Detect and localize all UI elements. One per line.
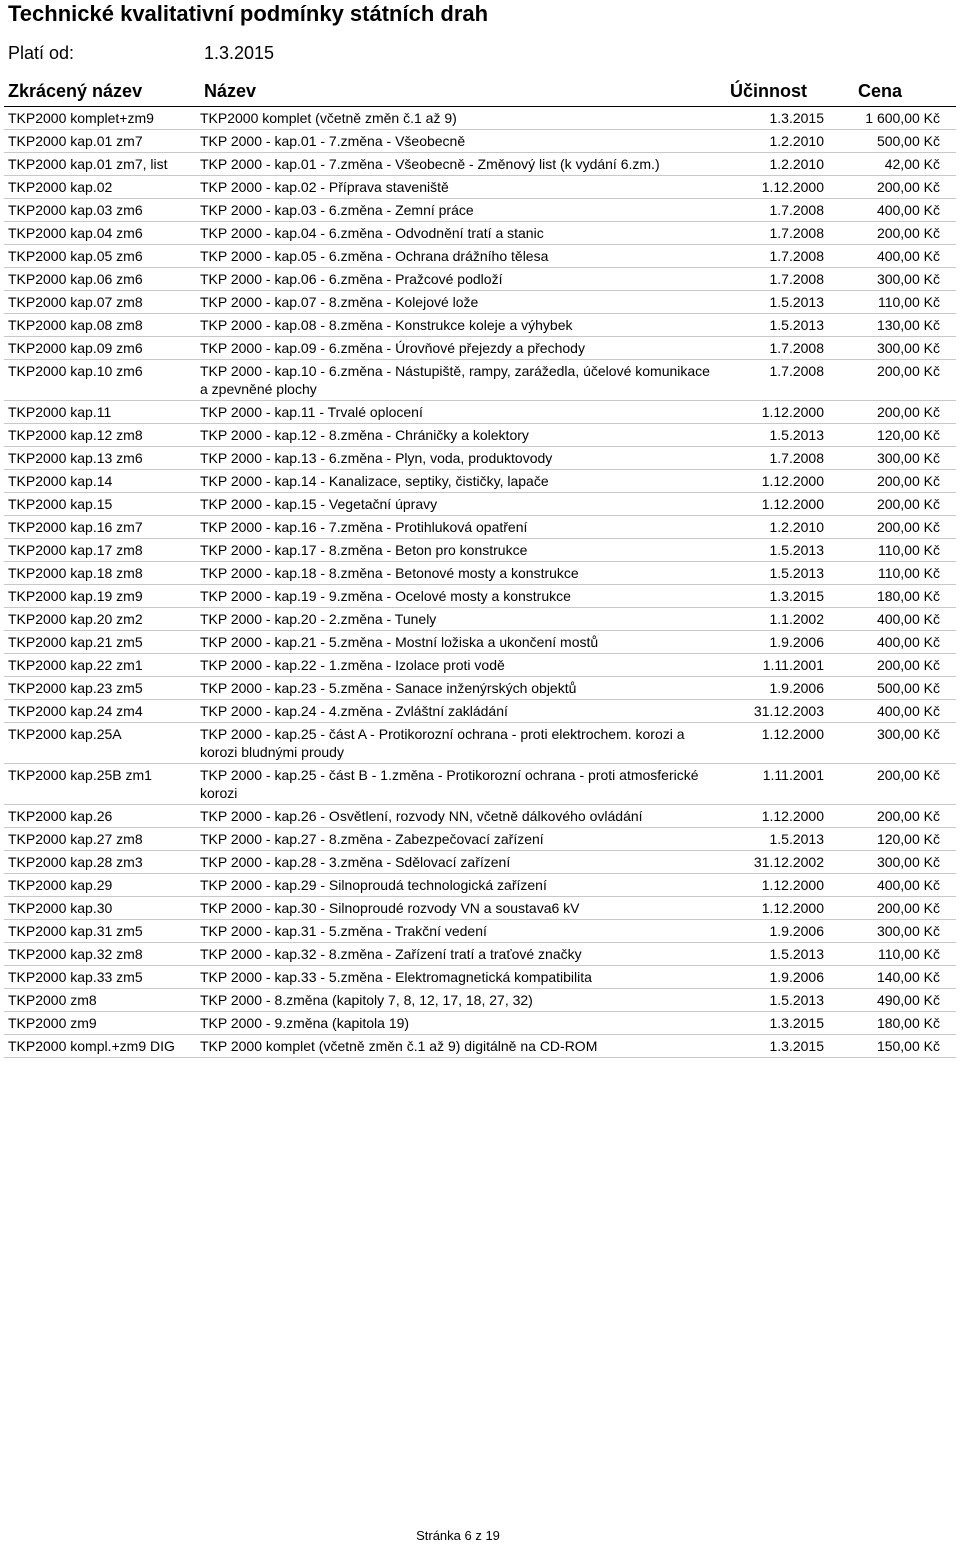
cell-price: 200,00 Kč	[876, 404, 940, 420]
table-row	[4, 447, 956, 470]
cell-short-name: TKP2000 kap.20 zm2	[8, 611, 143, 627]
cell-effective: 1.9.2006	[769, 634, 824, 650]
cell-price: 110,00 Kč	[877, 294, 940, 310]
column-header-price: Cena	[858, 81, 903, 101]
cell-short-name: TKP2000 kap.32 zm8	[8, 946, 143, 962]
cell-effective: 1.2.2010	[769, 519, 824, 535]
cell-effective: 1.7.2008	[769, 271, 824, 287]
table-row	[4, 337, 956, 360]
cell-name: TKP 2000 - kap.09 - 6.změna - Úrovňové přejezdy a přechody	[200, 340, 585, 356]
cell-effective: 1.7.2008	[769, 225, 824, 241]
cell-short-name: TKP2000 kap.01 zm7	[8, 133, 143, 149]
table-row	[4, 700, 956, 723]
cell-effective: 1.5.2013	[769, 831, 824, 847]
table-row	[4, 130, 956, 153]
cell-short-name: TKP2000 kap.15	[8, 496, 113, 512]
cell-effective: 1.9.2006	[769, 680, 824, 696]
cell-price: 200,00 Kč	[876, 473, 940, 489]
table-row	[4, 245, 956, 268]
column-header-short-name: Zkrácený název	[8, 81, 143, 101]
cell-short-name: TKP2000 kap.04 zm6	[8, 225, 143, 241]
cell-short-name: TKP2000 zm8	[8, 992, 97, 1008]
table-row	[4, 176, 956, 199]
cell-price: 180,00 Kč	[876, 1015, 940, 1031]
cell-short-name: TKP2000 kap.26	[8, 808, 113, 824]
cell-short-name: TKP2000 kap.06 zm6	[8, 271, 143, 287]
cell-effective: 1.5.2013	[769, 317, 824, 333]
cell-name: TKP 2000 - kap.07 - 8.změna - Kolejové lože	[200, 294, 479, 310]
cell-effective: 1.3.2015	[769, 588, 824, 604]
cell-short-name: TKP2000 kap.13 zm6	[8, 450, 143, 466]
cell-price: 400,00 Kč	[876, 703, 940, 719]
cell-name: TKP 2000 - kap.03 - 6.změna - Zemní práce	[200, 202, 474, 218]
table-row	[4, 989, 956, 1012]
cell-name: TKP 2000 - kap.12 - 8.změna - Chráničky a kolektory	[200, 427, 529, 443]
table-row	[4, 828, 956, 851]
cell-name: TKP 2000 komplet (včetně změn č.1 až 9) digitálně na CD-ROM	[200, 1038, 598, 1054]
cell-effective: 1.7.2008	[769, 202, 824, 218]
cell-name: TKP 2000 - kap.32 - 8.změna - Zařízení tratí a traťové značky	[200, 946, 582, 962]
table-row	[4, 677, 956, 700]
cell-price: 200,00 Kč	[876, 225, 940, 241]
page-title: Technické kvalitativní podmínky státních drah	[8, 1, 489, 26]
table-row	[4, 314, 956, 337]
cell-price: 490,00 Kč	[876, 992, 940, 1008]
column-header-name: Název	[204, 81, 257, 101]
cell-name: TKP 2000 - kap.08 - 8.změna - Konstrukce koleje a výhybek	[200, 317, 573, 333]
cell-price: 140,00 Kč	[876, 969, 940, 985]
cell-price: 200,00 Kč	[876, 808, 940, 824]
cell-effective: 1.9.2006	[769, 923, 824, 939]
cell-effective: 1.3.2015	[769, 110, 824, 126]
cell-price: 200,00 Kč	[876, 496, 940, 512]
cell-price: 120,00 Kč	[876, 831, 940, 847]
cell-effective: 1.12.2000	[761, 726, 824, 742]
cell-short-name: TKP2000 kap.02	[8, 179, 113, 195]
cell-effective: 1.5.2013	[769, 542, 824, 558]
cell-effective: 1.7.2008	[769, 450, 824, 466]
cell-short-name: TKP2000 kap.11	[8, 404, 112, 420]
cell-short-name: TKP2000 kap.01 zm7, list	[8, 156, 168, 172]
table-row	[4, 897, 956, 920]
cell-short-name: TKP2000 kap.17 zm8	[8, 542, 143, 558]
cell-effective: 1.12.2000	[761, 900, 824, 916]
cell-short-name: TKP2000 kap.27 zm8	[8, 831, 143, 847]
cell-name: TKP 2000 - 8.změna (kapitoly 7, 8, 12, 17, 18, 27, 32)	[200, 992, 533, 1008]
cell-name: TKP 2000 - kap.17 - 8.změna - Beton pro konstrukce	[200, 542, 528, 558]
cell-price: 42,00 Kč	[884, 156, 940, 172]
cell-name: TKP 2000 - 9.změna (kapitola 19)	[200, 1015, 410, 1031]
column-header-effective: Účinnost	[730, 81, 808, 101]
cell-name: TKP 2000 - kap.20 - 2.změna - Tunely	[200, 611, 437, 627]
cell-name: TKP 2000 - kap.18 - 8.změna - Betonové mosty a konstrukce	[200, 565, 579, 581]
cell-short-name: TKP2000 kap.12 zm8	[8, 427, 143, 443]
cell-price: 400,00 Kč	[876, 634, 940, 650]
cell-short-name: TKP2000 kap.07 zm8	[8, 294, 143, 310]
cell-price: 300,00 Kč	[876, 450, 940, 466]
cell-price: 200,00 Kč	[876, 179, 940, 195]
cell-name: TKP 2000 - kap.02 - Příprava staveniště	[200, 179, 449, 195]
cell-name: TKP 2000 - kap.04 - 6.změna - Odvodnění tratí a stanic	[200, 225, 544, 241]
table-row	[4, 851, 956, 874]
table-row	[4, 631, 956, 654]
cell-effective: 1.5.2013	[769, 294, 824, 310]
cell-price: 200,00 Kč	[876, 767, 940, 783]
cell-effective: 1.12.2000	[761, 877, 824, 893]
cell-effective: 1.2.2010	[769, 133, 824, 149]
table-row	[4, 424, 956, 447]
cell-price: 500,00 Kč	[876, 133, 940, 149]
cell-short-name: TKP2000 kap.14	[8, 473, 113, 489]
cell-short-name: TKP2000 kap.03 zm6	[8, 202, 143, 218]
cell-short-name: TKP2000 kap.30	[8, 900, 113, 916]
cell-short-name: TKP2000 kap.09 zm6	[8, 340, 143, 356]
cell-name: TKP 2000 - kap.22 - 1.změna - Izolace proti vodě	[200, 657, 505, 673]
cell-price: 300,00 Kč	[876, 340, 940, 356]
table-row	[4, 268, 956, 291]
cell-name: TKP 2000 - kap.31 - 5.změna - Trakční vedení	[200, 923, 487, 939]
cell-effective: 1.12.2000	[761, 179, 824, 195]
cell-name: TKP 2000 - kap.01 - 7.změna - Všeobecně	[200, 133, 466, 149]
cell-price: 400,00 Kč	[876, 202, 940, 218]
cell-name: TKP 2000 - kap.21 - 5.změna - Mostní ložiska a ukončení mostů	[200, 634, 599, 650]
cell-name: TKP 2000 - kap.27 - 8.změna - Zabezpečovací zařízení	[200, 831, 544, 847]
cell-name: TKP 2000 - kap.16 - 7.změna - Protihluková opatření	[200, 519, 528, 535]
cell-effective: 31.12.2003	[753, 703, 824, 719]
table-row	[4, 723, 956, 764]
cell-effective: 1.7.2008	[769, 363, 824, 379]
price-table	[4, 107, 956, 1058]
table-row	[4, 874, 956, 897]
table-row	[4, 107, 956, 130]
cell-effective: 1.2.2010	[769, 156, 824, 172]
cell-price: 300,00 Kč	[876, 923, 940, 939]
cell-name: TKP 2000 - kap.10 - 6.změna - Nástupiště, rampy, zarážedla, účelové komunikace a zpevněné plochy	[200, 363, 710, 397]
cell-price: 400,00 Kč	[876, 611, 940, 627]
cell-name: TKP 2000 - kap.29 - Silnoproudá technologická zařízení	[200, 877, 547, 893]
cell-short-name: TKP2000 kap.24 zm4	[8, 703, 143, 719]
cell-name: TKP 2000 - kap.19 - 9.změna - Ocelové mosty a konstrukce	[200, 588, 571, 604]
cell-price: 180,00 Kč	[876, 588, 940, 604]
valid-from-value: 1.3.2015	[204, 43, 275, 63]
cell-effective: 1.3.2015	[769, 1038, 824, 1054]
cell-name: TKP 2000 - kap.25 - část A - Protikorozní ochrana - proti elektrochem. korozi a korozi bludnými proudy	[200, 726, 685, 760]
table-row	[4, 401, 956, 424]
cell-name: TKP2000 komplet (včetně změn č.1 až 9)	[200, 110, 457, 126]
cell-short-name: TKP2000 kap.10 zm6	[8, 363, 143, 379]
cell-effective: 1.5.2013	[769, 946, 824, 962]
table-row	[4, 291, 956, 314]
cell-effective: 1.9.2006	[769, 969, 824, 985]
valid-from-label: Platí od:	[8, 43, 75, 63]
page-number: Stránka 6 z 19	[416, 1528, 500, 1543]
cell-name: TKP 2000 - kap.14 - Kanalizace, septiky, čističky, lapače	[200, 473, 549, 489]
cell-short-name: TKP2000 kap.08 zm8	[8, 317, 143, 333]
table-row	[4, 539, 956, 562]
cell-short-name: TKP2000 kap.29	[8, 877, 113, 893]
cell-effective: 1.12.2000	[761, 404, 824, 420]
cell-short-name: TKP2000 kap.28 zm3	[8, 854, 143, 870]
cell-short-name: TKP2000 kap.22 zm1	[8, 657, 143, 673]
table-row	[4, 966, 956, 989]
cell-name: TKP 2000 - kap.33 - 5.změna - Elektromagnetická kompatibilita	[200, 969, 592, 985]
cell-effective: 1.5.2013	[769, 992, 824, 1008]
table-row	[4, 493, 956, 516]
cell-name: TKP 2000 - kap.11 - Trvalé oplocení	[200, 404, 423, 420]
cell-effective: 1.11.2001	[762, 767, 824, 783]
cell-price: 1 600,00 Kč	[865, 110, 940, 126]
table-row	[4, 654, 956, 677]
table-row	[4, 153, 956, 176]
cell-name: TKP 2000 - kap.24 - 4.změna - Zvláštní zakládání	[200, 703, 508, 719]
cell-short-name: TKP2000 kap.19 zm9	[8, 588, 143, 604]
cell-price: 110,00 Kč	[877, 542, 940, 558]
cell-effective: 1.12.2000	[761, 473, 824, 489]
table-row	[4, 562, 956, 585]
cell-price: 400,00 Kč	[876, 248, 940, 264]
cell-short-name: TKP2000 zm9	[8, 1015, 97, 1031]
cell-name: TKP 2000 - kap.13 - 6.změna - Plyn, voda, produktovody	[200, 450, 553, 466]
cell-price: 150,00 Kč	[876, 1038, 940, 1054]
table-row	[4, 585, 956, 608]
cell-short-name: TKP2000 kap.31 zm5	[8, 923, 143, 939]
table-row	[4, 920, 956, 943]
cell-short-name: TKP2000 kap.33 zm5	[8, 969, 143, 985]
table-row	[4, 516, 956, 539]
cell-name: TKP 2000 - kap.28 - 3.změna - Sdělovací zařízení	[200, 854, 511, 870]
cell-name: TKP 2000 - kap.01 - 7.změna - Všeobecně - Změnový list (k vydání 6.zm.)	[200, 156, 660, 172]
cell-price: 110,00 Kč	[877, 565, 940, 581]
table-row	[4, 608, 956, 631]
table-row	[4, 1012, 956, 1035]
cell-short-name: TKP2000 kap.25A	[8, 726, 122, 742]
cell-price: 200,00 Kč	[876, 519, 940, 535]
cell-price: 300,00 Kč	[876, 854, 940, 870]
cell-effective: 1.1.2002	[769, 611, 824, 627]
cell-name: TKP 2000 - kap.30 - Silnoproudé rozvody VN a soustava6 kV	[200, 900, 580, 916]
cell-effective: 1.5.2013	[769, 565, 824, 581]
cell-name: TKP 2000 - kap.26 - Osvětlení, rozvody NN, včetně dálkového ovládání	[200, 808, 643, 824]
cell-short-name: TKP2000 kap.16 zm7	[8, 519, 143, 535]
cell-short-name: TKP2000 kap.25B zm1	[8, 767, 152, 783]
table-row	[4, 199, 956, 222]
table-row	[4, 764, 956, 805]
table-row	[4, 1035, 956, 1058]
cell-short-name: TKP2000 kap.23 zm5	[8, 680, 143, 696]
cell-price: 200,00 Kč	[876, 900, 940, 916]
cell-effective: 1.3.2015	[769, 1015, 824, 1031]
cell-short-name: TKP2000 komplet+zm9	[8, 110, 154, 126]
cell-name: TKP 2000 - kap.06 - 6.změna - Pražcové podloží	[200, 271, 503, 287]
cell-price: 200,00 Kč	[876, 657, 940, 673]
cell-price: 500,00 Kč	[876, 680, 940, 696]
cell-price: 300,00 Kč	[876, 271, 940, 287]
cell-name: TKP 2000 - kap.23 - 5.změna - Sanace inženýrských objektů	[200, 680, 577, 696]
cell-effective: 1.12.2000	[761, 808, 824, 824]
cell-name: TKP 2000 - kap.05 - 6.změna - Ochrana drážního tělesa	[200, 248, 549, 264]
cell-name: TKP 2000 - kap.25 - část B - 1.změna - Protikorozní ochrana - proti atmosferické korozi	[200, 767, 699, 801]
cell-short-name: TKP2000 kap.05 zm6	[8, 248, 143, 264]
table-row	[4, 943, 956, 966]
cell-short-name: TKP2000 kap.18 zm8	[8, 565, 143, 581]
cell-effective: 1.11.2001	[762, 657, 824, 673]
cell-effective: 1.7.2008	[769, 248, 824, 264]
table-row	[4, 360, 956, 401]
table-row	[4, 805, 956, 828]
cell-effective: 1.7.2008	[769, 340, 824, 356]
cell-short-name: TKP2000 kompl.+zm9 DIG	[8, 1038, 175, 1054]
cell-price: 300,00 Kč	[876, 726, 940, 742]
cell-price: 110,00 Kč	[877, 946, 940, 962]
cell-effective: 1.12.2000	[761, 496, 824, 512]
table-row	[4, 470, 956, 493]
cell-price: 400,00 Kč	[876, 877, 940, 893]
cell-short-name: TKP2000 kap.21 zm5	[8, 634, 143, 650]
cell-effective: 1.5.2013	[769, 427, 824, 443]
cell-price: 200,00 Kč	[876, 363, 940, 379]
cell-price: 130,00 Kč	[876, 317, 940, 333]
cell-price: 120,00 Kč	[876, 427, 940, 443]
cell-effective: 31.12.2002	[753, 854, 824, 870]
cell-name: TKP 2000 - kap.15 - Vegetační úpravy	[200, 496, 438, 512]
table-row	[4, 222, 956, 245]
